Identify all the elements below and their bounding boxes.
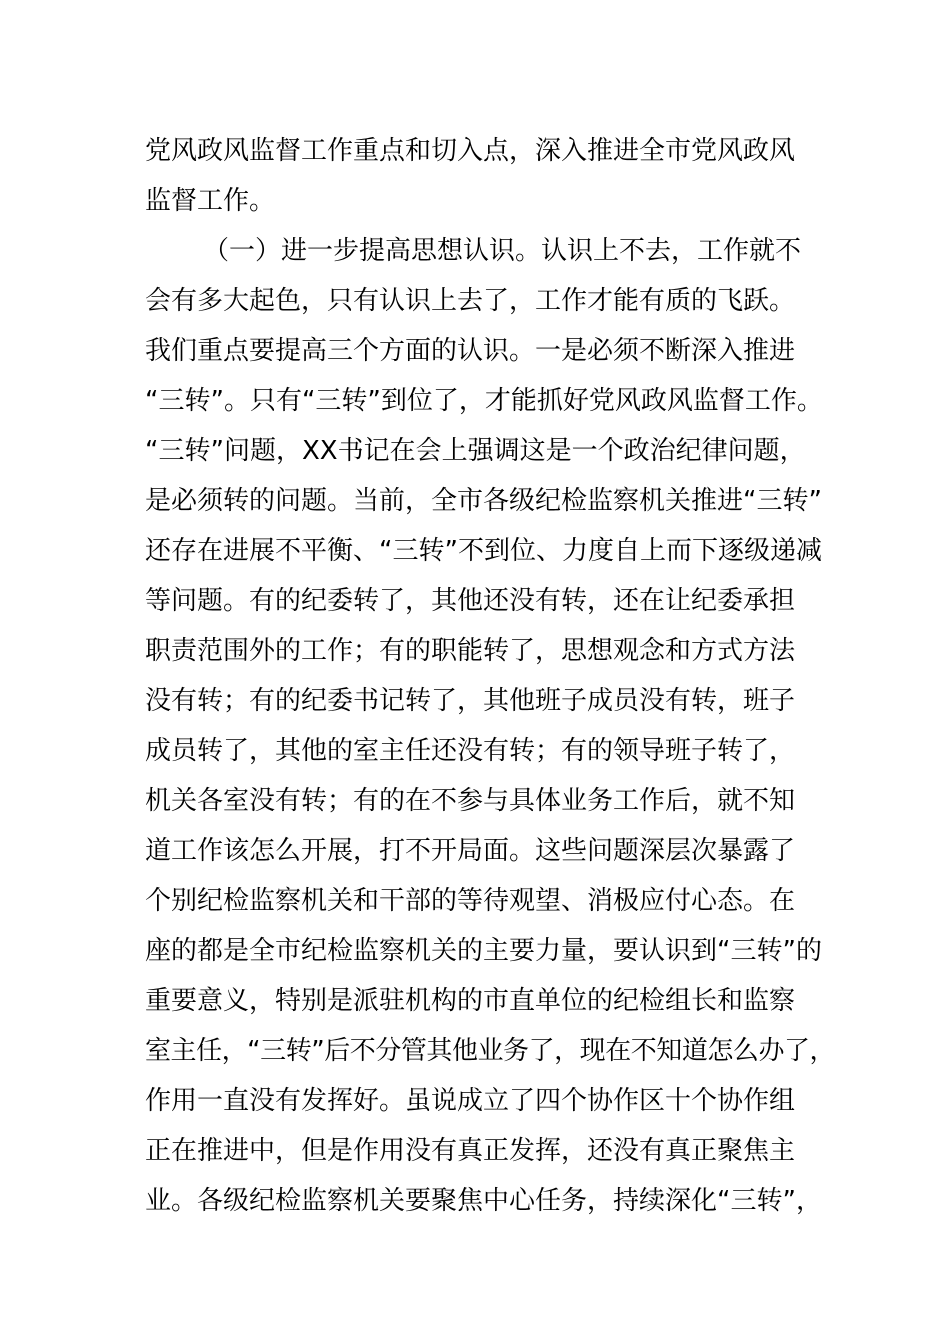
text-line-20: 作用一直没有发挥好。虽说成立了四个协作区十个协作组: [145, 1086, 796, 1116]
text-line-22: 业。各级纪检监察机关要聚焦中心任务，持续深化“三转”，: [145, 1186, 822, 1216]
text-line-7: “三转”问题，XX书记在会上强调这是一个政治纪律问题，: [145, 436, 806, 466]
text-line-12: 没有转；有的纪委书记转了，其他班子成员没有转，班子: [145, 686, 796, 716]
text-line-6: “三转”。只有“三转”到位了，才能抓好党风政风监督工作。: [145, 386, 823, 416]
section-heading-line: （一）进一步提高思想认识。认识上不去，工作就不: [203, 236, 802, 266]
text-line-2: 监督工作。: [145, 186, 276, 216]
text-line-13: 成员转了，其他的室主任还没有转；有的领导班子转了，: [145, 736, 796, 766]
text-line-9: 还存在进展不平衡、“三转”不到位、力度自上而下逐级递减: [145, 536, 822, 566]
text-line-10: 等问题。有的纪委转了，其他还没有转，还在让纪委承担: [145, 586, 796, 616]
text-line-5: 我们重点要提高三个方面的认识。一是必须不断深入推进: [145, 336, 796, 366]
text-line-15: 道工作该怎么开展，打不开局面。这些问题深层次暴露了: [145, 836, 796, 866]
text-line-8: 是必须转的问题。当前，全市各级纪检监察机关推进“三转”: [145, 486, 822, 516]
text-line-17: 座的都是全市纪检监察机关的主要力量，要认识到“三转”的: [145, 936, 822, 966]
text-line-18: 重要意义，特别是派驻机构的市直单位的纪检组长和监察: [145, 986, 796, 1016]
text-line-21: 正在推进中，但是作用没有真正发挥，还没有真正聚焦主: [145, 1136, 796, 1166]
text-line-4: 会有多大起色，只有认识上去了，工作才能有质的飞跃。: [145, 286, 796, 316]
text-line-11: 职责范围外的工作；有的职能转了，思想观念和方式方法: [145, 636, 796, 666]
text-line-19: 室主任，“三转”后不分管其他业务了，现在不知道怎么办了，: [145, 1036, 836, 1066]
text-line-14: 机关各室没有转；有的在不参与具体业务工作后，就不知: [145, 786, 796, 816]
text-line-1: 党风政风监督工作重点和切入点，深入推进全市党风政风: [145, 136, 796, 166]
body-text: [145, 126, 835, 1226]
text-line-16: 个别纪检监察机关和干部的等待观望、消极应付心态。在: [145, 886, 796, 916]
